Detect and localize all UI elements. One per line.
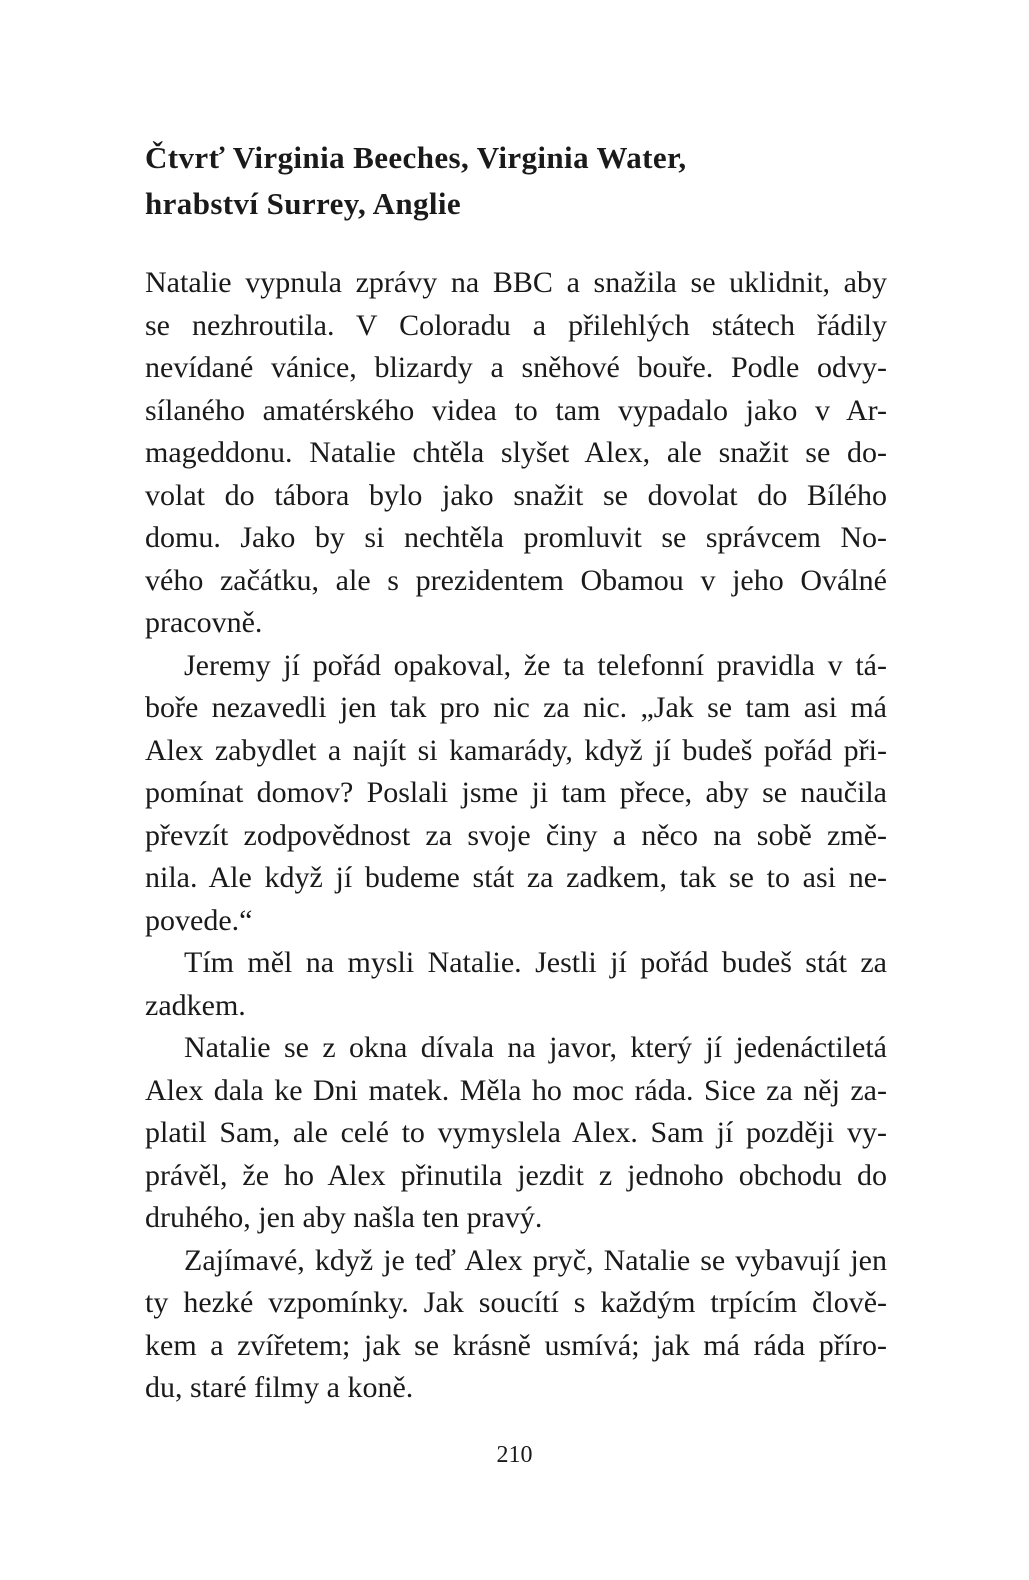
text-line: nevídané vánice, blizardy a sněhové bouře. Podle odvy- xyxy=(145,351,887,384)
text-line: domu. Jako by si nechtěla promluvit se správcem No- xyxy=(145,521,887,554)
text-line: mageddonu. Natalie chtěla slyšet Alex, ale snažit se do- xyxy=(145,436,887,469)
paragraph xyxy=(145,1240,887,1410)
text-line: Natalie vypnula zprávy na BBC a snažila se uklidnit, aby xyxy=(145,266,887,299)
paragraph xyxy=(145,942,887,1027)
text-line: Zajímavé, když je teď Alex pryč, Natalie se vybavují jen xyxy=(184,1243,887,1277)
text-line: převzít zodpovědnost za svoje činy a něco na sobě změ- xyxy=(145,818,887,852)
text-line: druhého, jen aby našla ten pravý. xyxy=(145,1201,543,1234)
text-line: pomínat domov? Poslali jsme ji tam přece, aby se naučila xyxy=(145,776,887,809)
text-line: pracovně. xyxy=(145,606,263,639)
body-text xyxy=(145,262,887,1410)
text-line: Natalie se z okna dívala na javor, který jí jedenáctiletá xyxy=(184,1031,887,1064)
text-line: povede.“ xyxy=(145,903,253,937)
text-line: kem a zvířetem; jak se krásně usmívá; jak má ráda příro- xyxy=(145,1328,887,1362)
text-line: nila. Ale když jí budeme stát za zadkem, tak se to asi ne- xyxy=(145,861,887,894)
text-line: volat do tábora bylo jako snažit se dovolat do Bílého xyxy=(145,478,887,512)
text-line: Jeremy jí pořád opakoval, že ta telefonní pravidla v tá- xyxy=(184,648,887,682)
text-line: ty hezké vzpomínky. Jak soucítí s každým trpícím člově- xyxy=(145,1286,887,1319)
paragraph xyxy=(145,1027,887,1240)
text-line: platil Sam, ale celé to vymyslela Alex. Sam jí později vy- xyxy=(145,1116,887,1149)
heading-line: Čtvrť Virginia Beeches, Virginia Water, xyxy=(145,140,687,175)
text-line: vého začátku, ale s prezidentem Obamou v jeho Oválné xyxy=(145,563,887,597)
paragraph xyxy=(145,262,887,645)
paragraph xyxy=(145,645,887,943)
text-line: du, staré filmy a koně. xyxy=(145,1371,414,1404)
text-line: Alex dala ke Dni matek. Měla ho moc ráda. Sice za něj za- xyxy=(145,1073,887,1107)
chapter-location-heading xyxy=(145,135,905,227)
page-number: 210 xyxy=(496,1442,533,1468)
text-line: sílaného amatérského videa to tam vypadalo jako v Ar- xyxy=(145,393,887,427)
text-line: právěl, že ho Alex přinutila jezdit z jednoho obchodu do xyxy=(145,1158,887,1192)
text-line: boře nezavedli jen tak pro nic za nic. „Jak se tam asi má xyxy=(145,691,887,724)
text-line: zadkem. xyxy=(145,988,246,1022)
text-line: se nezhroutila. V Coloradu a přilehlých státech řádily xyxy=(145,308,887,342)
text-line: Alex zabydlet a najít si kamarády, když jí budeš pořád při- xyxy=(145,733,887,767)
text-line: Tím měl na mysli Natalie. Jestli jí pořád budeš stát za xyxy=(184,946,887,979)
heading-line: hrabství Surrey, Anglie xyxy=(145,186,462,221)
